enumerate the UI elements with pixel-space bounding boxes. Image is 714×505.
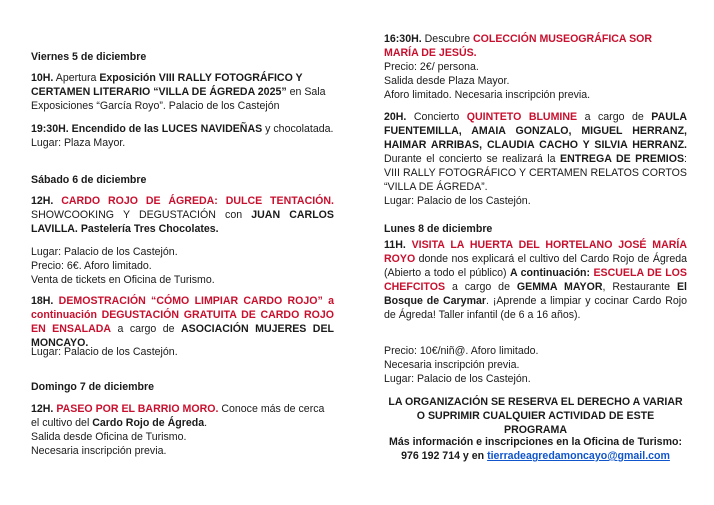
event-rally-opening: 10H. Apertura Exposición VIII RALLY FOTOGRÁFICO Y CERTAMEN LITERARIO “VILLA DE ÁGREDA 2025” en Sala Exposiciones “García Royo”. Palacio de los Castejón <box>31 72 326 112</box>
event-concierto-quinteto: 20H. Concierto QUINTETO BLUMINE a cargo de PAULA FUENTEMILLA, AMAIA GONZALO, MIGUEL HERRANZ, HAIMAR ARRIBAS, CLAUDIA CACHO Y SILVIA HERRANZ. Durante el concierto se realizará la ENTREGA DE PREMIOS: VIII RALLY FOTOGRÁFICO Y CERTAMEN RELATOS CORTOS “VILLA DE ÁGREDA”. Lugar: Palacio de los Castejón. <box>384 111 687 207</box>
day-heading-friday: Viernes 5 de diciembre <box>31 51 147 63</box>
day-heading-saturday: Sábado 6 de diciembre <box>31 174 147 186</box>
event-christmas-lights: 19:30H. Encendido de las LUCES NAVIDEÑAS y chocolatada. Lugar: Plaza Mayor. <box>31 123 334 149</box>
event-cardo-demonstration-place: Lugar: Palacio de los Castejón. <box>31 346 178 358</box>
event-dulce-tentacion: 12H. CARDO ROJO DE ÁGREDA: DULCE TENTACIÓN. SHOWCOOKING Y DEGUSTACIÓN con JUAN CARLOS LAVILLA. Pastelería Tres Chocolates. <box>31 195 334 235</box>
event-visita-huerta: 11H. VISITA LA HUERTA DEL HORTELANO JOSÉ MARÍA ROYO donde nos explicará el cultivo del Cardo Rojo de Ágreda (Abierto a todo el público) A continuación: ESCUELA DE LOS CHEFCITOS a cargo de GEMMA MAYOR, Restaurante El Bosque de Carymar. ¡Aprende a limpiar y cocinar Cardo Rojo de Ágreda! Taller infantil (de 6 a 16 años). <box>384 239 687 321</box>
event-visita-huerta-info: Precio: 10€/niñ@. Aforo limitado. Necesaria inscripción previa. Lugar: Palacio de los Castejón. <box>384 345 539 385</box>
event-cardo-demonstration: 18H. DEMOSTRACIÓN “CÓMO LIMPIAR CARDO ROJO” a continuación DEGUSTACIÓN GRATUITA DE CARDO ROJO EN ENSALADA a cargo de ASOCIACIÓN MUJERES DEL MONCAYO. <box>31 295 334 349</box>
day-heading-sunday: Domingo 7 de diciembre <box>31 381 155 393</box>
event-barrio-moro: 12H. PASEO POR EL BARRIO MORO. Conoce más de cerca el cultivo del Cardo Rojo de Ágreda. Salida desde Oficina de Turismo. Necesaria inscripción previa. <box>31 403 325 457</box>
contact-info: Más información e inscripciones en la Oficina de Turismo: 976 192 714 y en tierradeagredamoncayo@gmail.com <box>389 436 682 462</box>
email-link[interactable]: tierradeagredamoncayo@gmail.com <box>487 450 670 462</box>
event-dulce-tentacion-info: Lugar: Palacio de los Castejón. Precio: 6€. Aforo limitado. Venta de tickets en Oficina de Turismo. <box>31 246 215 286</box>
day-heading-monday: Lunes 8 de diciembre <box>384 223 493 235</box>
organization-notice: LA ORGANIZACIÓN SE RESERVA EL DERECHO A VARIAR O SUPRIMIR CUALQUIER ACTIVIDAD DE ESTE PROGRAMA <box>388 396 683 436</box>
event-coleccion-museografica: 16:30H. Descubre COLECCIÓN MUSEOGRÁFICA SOR MARÍA DE JESÚS. Precio: 2€/ persona. Salida desde Plaza Mayor. Aforo limitado. Necesaria inscripción previa. <box>384 33 653 101</box>
